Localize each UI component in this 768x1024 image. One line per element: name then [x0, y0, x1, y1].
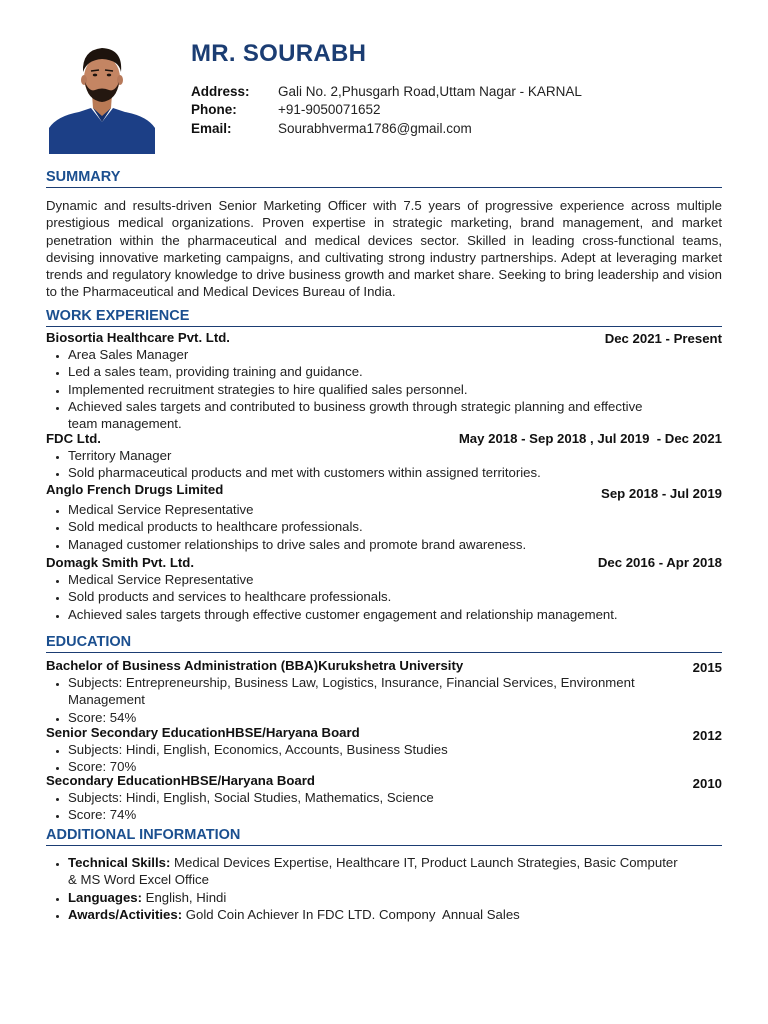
education-details-list: [46, 789, 722, 824]
education-details-list: [46, 674, 722, 726]
education-header: [46, 772, 722, 789]
job-duties-list: [46, 346, 722, 432]
list-item: • Medical Service Representative: [68, 571, 722, 588]
job-header: [46, 329, 722, 346]
degree-name: Senior Secondary EducationHBSE/Haryana Board: [46, 725, 360, 740]
summary-text: Dynamic and results-driven Senior Marketing Officer with 7.5 years of progressive experience across multiple prestigious medical organizations. Proven expertise in strategic marketing, brand management, and market penetration within the pharmaceutical and medical devices sector. Skilled in leading cross-functional teams, devising innovative marketing campaigns, and cultivating strong industry partnerships. Adept at leveraging market trends and regulatory knowledge to drive business growth and market share. Seeking to bring leadership and vision to the Pharmaceutical and Medical Devices Bureau of India.: [46, 198, 722, 300]
job-dates: Dec 2016 - Apr 2018: [597, 555, 722, 570]
work-experience-heading: WORK EXPERIENCE: [46, 308, 722, 327]
list-item: [68, 906, 722, 923]
list-item: • Sold products and services to healthcare professionals.: [68, 588, 722, 605]
education-entry: [46, 657, 722, 726]
candidate-name: MR. SOURABH: [191, 40, 367, 67]
graduation-year: 2010: [692, 775, 722, 791]
list-item: • Score: 70%: [68, 758, 722, 775]
company-name: FDC Ltd.: [46, 431, 101, 446]
job-duties-list: [46, 501, 722, 553]
job-duties-list: [46, 447, 722, 482]
education-heading: EDUCATION: [46, 634, 722, 653]
list-item: • Area Sales Manager: [68, 346, 722, 363]
degree-name: Bachelor of Business Administration (BBA)Kurukshetra University: [46, 658, 464, 673]
job-header: [46, 554, 722, 571]
list-item: • Managed customer relationships to drive sales and promote brand awareness.: [68, 536, 722, 553]
job-dates: Dec 2021 - Present: [604, 331, 722, 346]
education-details-list: [46, 741, 722, 776]
graduation-year: 2015: [692, 660, 722, 675]
summary-heading: SUMMARY: [46, 169, 722, 188]
additional-info-entry: [46, 854, 722, 923]
awards-label: Awards/Activities:: [68, 906, 183, 922]
technical-skills-text: Medical Devices Expertise, Healthcare IT, Product Launch Strategies, Basic Computer & MS Word Excel Office: [68, 855, 678, 888]
list-item: • Sold medical products to healthcare professionals.: [68, 518, 722, 535]
email-label: Email:: [191, 120, 232, 136]
phone-row: [191, 101, 582, 120]
email-row: [191, 119, 582, 138]
list-item: • Sold pharmaceutical products and met with customers within assigned territories.: [68, 464, 722, 481]
degree-name: Secondary EducationHBSE/Haryana Board: [46, 773, 315, 788]
graduation-year: 2012: [692, 728, 722, 743]
list-item: • Implemented recruitment strategies to hire qualified sales personnel.: [68, 381, 722, 398]
phone-value[interactable]: +91-9050071652: [278, 102, 381, 118]
job-dates: Sep 2018 - Jul 2019: [601, 486, 722, 501]
languages-text: English, Hindi: [142, 889, 227, 905]
education-header: [46, 657, 722, 674]
address-value: Gali No. 2,Phusgarh Road,Uttam Nagar - KARNAL: [278, 83, 582, 99]
list-item: • Achieved sales targets and contributed to business growth through strategic planning and effective team management.: [68, 398, 722, 433]
company-name: Domagk Smith Pvt. Ltd.: [46, 555, 195, 570]
address-row: [191, 82, 582, 101]
list-item: • Score: 74%: [68, 806, 722, 823]
additional-info-list: [46, 854, 722, 923]
awards-text: Gold Coin Achiever In FDC LTD. Compony Annual Sales: [182, 906, 520, 922]
list-item: • Led a sales team, providing training and guidance.: [68, 363, 722, 380]
list-item: • Achieved sales targets through effective customer engagement and relationship management.: [68, 606, 722, 623]
job-header: [46, 430, 722, 447]
job-entry: [46, 554, 722, 623]
education-header: [46, 724, 722, 741]
list-item: • Subjects: Hindi, English, Social Studies, Mathematics, Science: [68, 789, 722, 806]
job-header: [46, 482, 722, 501]
address-label: Address:: [191, 83, 250, 99]
phone-label: Phone:: [191, 102, 237, 118]
additional-info-heading: ADDITIONAL INFORMATION: [46, 827, 722, 846]
job-entry: [46, 482, 722, 553]
person-portrait-icon: [49, 42, 155, 154]
contact-block: [191, 82, 582, 138]
job-duties-list: [46, 571, 722, 623]
education-entry: [46, 772, 722, 824]
list-item: • Subjects: Entrepreneurship, Business Law, Logistics, Insurance, Financial Services, Environment Management: [68, 674, 722, 709]
company-name: Anglo French Drugs Limited: [46, 482, 224, 497]
job-entry: [46, 430, 722, 482]
education-entry: [46, 724, 722, 776]
list-item: • Subjects: Hindi, English, Economics, Accounts, Business Studies: [68, 741, 722, 758]
technical-skills-label: Technical Skills:: [68, 855, 171, 870]
list-item: • Territory Manager: [68, 447, 722, 464]
job-dates: May 2018 - Sep 2018 , Jul 2019 - Dec 2021: [458, 431, 722, 446]
email-value[interactable]: Sourabhverma1786@gmail.com: [278, 120, 472, 136]
company-name: Biosortia Healthcare Pvt. Ltd.: [46, 330, 230, 345]
list-item: [68, 854, 722, 889]
languages-label: Languages:: [68, 889, 143, 905]
job-entry: [46, 329, 722, 432]
list-item: • Score: 54%: [68, 709, 722, 726]
profile-photo: [49, 42, 155, 154]
list-item: • Medical Service Representative: [68, 501, 722, 518]
list-item: [68, 889, 722, 906]
